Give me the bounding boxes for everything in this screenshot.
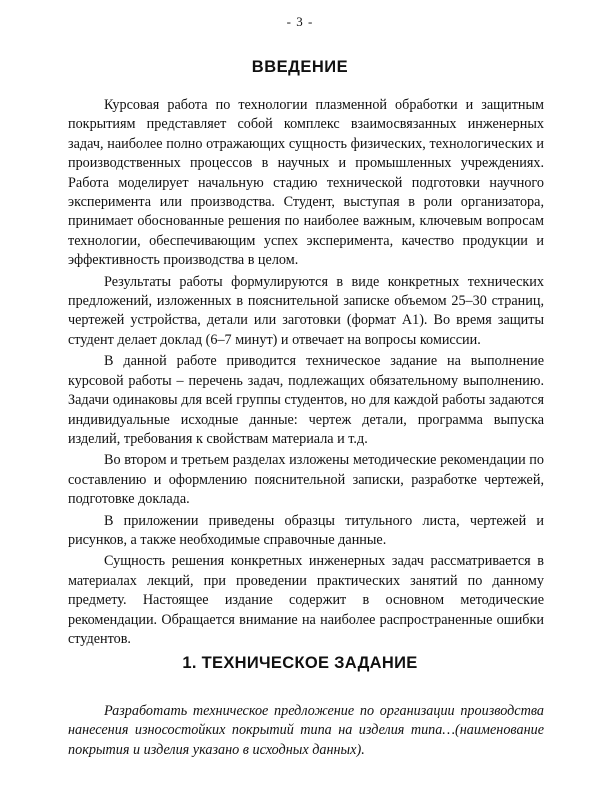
technical-task-body <box>68 702 544 762</box>
intro-paragraph-1: Курсовая работа по технологии плазменной обработки и защитным покрытиям представляет собой комплекс взаимосвязанных инженерных задач, наиболее полно отражающих сущность физических, технологических и производственных процессов в научных и промышленных учреждениях. Работа моделирует начальную стадию технической подготовки научного эксперимента или производства. Студент, выступая в роли организатора, принимает обоснованные решения по наиболее важным, ключевым вопросам технологии, обеспечивающим успех эксперимента, качество продукции и эффективность производства в целом. <box>68 97 544 269</box>
page-number: - 3 - <box>286 14 314 29</box>
intro-paragraph-5: В приложении приведены образцы титульного листа, чертежей и рисунков, а также необходимые справочные данные. <box>68 512 544 548</box>
intro-paragraph-3: В данной работе приводится техническое задание на выполнение курсовой работы – перечень задач, подлежащих обязательному выполнению. Задачи одинаковы для всей группы студентов, но для каждой работы задаются индивидуальные исходные данные: чертеж детали, программа выпуска изделий, требования к свойствам материала и т.д. <box>68 353 544 447</box>
introduction-body <box>68 96 544 651</box>
intro-paragraph-6: Сущность решения конкретных инженерных задач рассматривается в материалах лекций, при проведении практических занятий по данному предмету. Настоящее издание содержит в основном методические рекомендации. Обращается внимание на наиболее распространенные ошибки студентов. <box>68 553 544 647</box>
task-paragraph: Разработать техническое предложение по организации производства нанесения износостойких покрытий типа на изделия типа…(наименование покрытия и изделия указано в исходных данных). <box>68 703 544 758</box>
intro-paragraph-4: Во втором и третьем разделах изложены методические рекомендации по составлению и оформлению пояснительной записки, разработке чертежей, подготовке доклада. <box>68 452 544 508</box>
section-heading-introduction: ВВЕДЕНИЕ <box>251 58 349 76</box>
section-heading-technical-task: 1. ТЕХНИЧЕСКОЕ ЗАДАНИЕ <box>182 654 418 672</box>
intro-paragraph-2: Результаты работы формулируются в виде конкретных технических предложений, изложенных в пояснительной записке объемом 25–30 страниц, чертежей устройства, детали или заготовки (формат А1). Во время защиты студент делает доклад (6–7 минут) и отвечает на вопросы комиссии. <box>68 273 544 348</box>
